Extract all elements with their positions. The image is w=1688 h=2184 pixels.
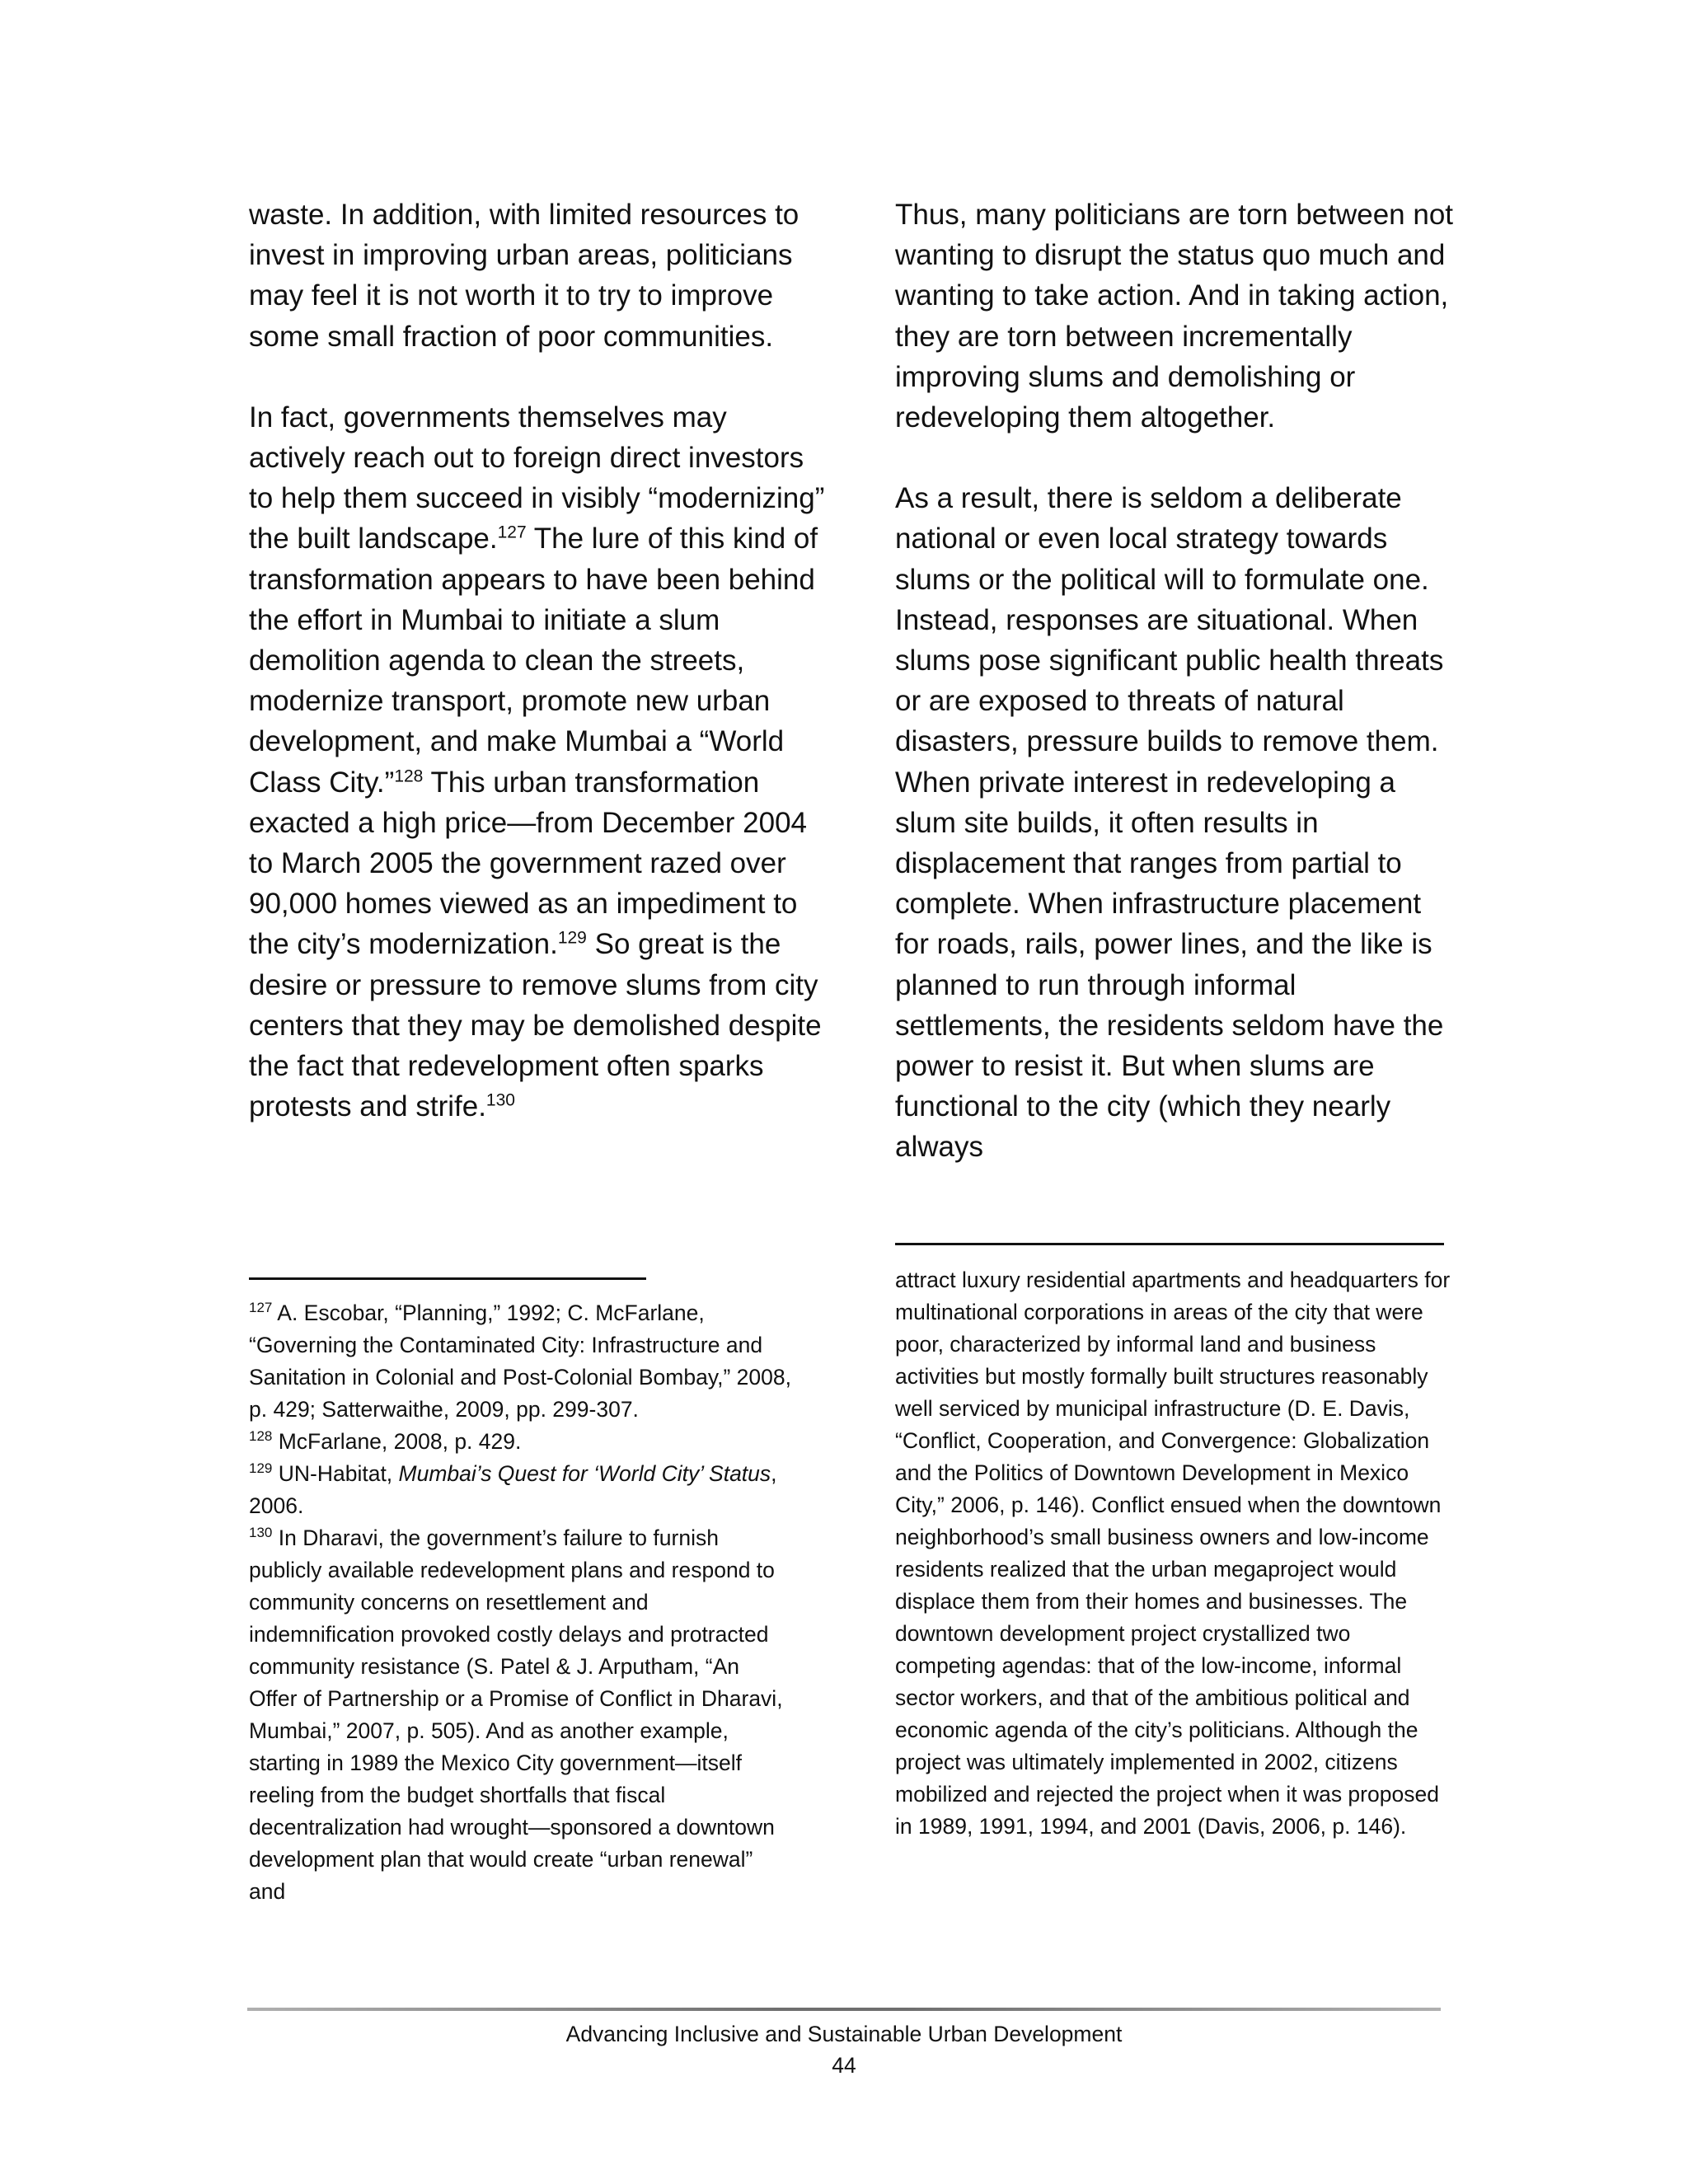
footnote-italic-title: Mumbai’s Quest for ‘World City’ Status xyxy=(398,1461,771,1486)
right-footnotes-body xyxy=(895,1264,1456,1843)
footnote-number: 130 xyxy=(249,1525,273,1541)
footnote-text: UN-Habitat, xyxy=(272,1461,399,1486)
footnote-128 xyxy=(249,1426,793,1458)
footnote-number: 128 xyxy=(249,1428,273,1445)
footnote-ref-129[interactable]: 129 xyxy=(557,928,587,948)
left-footnotes-body xyxy=(249,1297,793,1908)
footnote-130-continued: attract luxury residential apartments and headquarters for multinational corporations in areas of the city that were poor, characterized by informal land and business activities but mostly formally built structures reasonably well serviced by municipal infrastructure (D. E. Davis, “Conflict, Cooperation, and Convergence: Globalization and the Politics of Downtown Development in Mexico City,” 2006, p. 146). Conflict ensued when the downtown neighborhood’s small business owners and low-income residents realized that the urban megaproject would displace them from their homes and businesses. The downtown development project crystallized two competing agendas: that of the low-income, informal sector workers, and that of the ambitious political and economic agenda of the city’s politicians. Although the project was ultimately implemented in 2002, citizens mobilized and rejected the project when it was proposed in 1989, 1991, 1994, and 2001 (Davis, 2006, p. 146). xyxy=(895,1268,1451,1839)
left-paragraph-1-text: waste. In addition, with limited resources to invest in improving urban areas, politicians may feel it is not worth it to try to improve some small fraction of poor communities. xyxy=(249,199,799,353)
footnote-130 xyxy=(249,1522,793,1908)
footer-title: Advancing Inclusive and Sustainable Urban Development xyxy=(565,2022,1123,2046)
footnote-127 xyxy=(249,1297,793,1426)
left-paragraph-1 xyxy=(249,194,826,357)
right-paragraph-2: As a result, there is seldom a deliberate national or even local strategy towards slums or the political will to formulate one. Instead, responses are situational. When slums pose significant public health threats or are exposed to threats of natural disasters, pressure builds to remove them. When private interest in redeveloping a slum site builds, it often results in displacement that ranges from partial to complete. When infrastructure placement for roads, rails, power lines, and the like is planned to run through informal settlements, the residents seldom have the power to resist it. But when slums are functional to the city (which they nearly always xyxy=(895,482,1444,1164)
footer-rule xyxy=(247,2008,1441,2011)
page-number: 44 xyxy=(832,2053,856,2078)
footnote-ref-127[interactable]: 127 xyxy=(497,523,527,542)
left-column xyxy=(249,194,826,1167)
footnote-separator-left xyxy=(249,1277,646,1280)
footnote-text: McFarlane, 2008, p. 429. xyxy=(272,1429,522,1454)
footnote-number: 129 xyxy=(249,1460,273,1477)
footnote-129 xyxy=(249,1458,793,1522)
left-paragraph-2-text-c: This urban transformation exacted a high price—from December 2004 to March 2005 the government razed over 90,000 homes viewed as an impediment to the city’s modernization. xyxy=(249,766,808,961)
footnote-text: A. Escobar, “Planning,” 1992; C. McFarlane, “Governing the Contaminated City: Infrastructure and Sanitation in Colonial and Post-Colonial Bombay,” 2008, p. 429; Satterwaithe, 2009, pp. 299-307. xyxy=(249,1301,791,1422)
footnote-text: In Dharavi, the government’s failure to furnish publicly available redevelopment plans and respond to community concerns on resettlement and indemnification provoked costly delays and protracted community resistance (S. Patel & J. Arputham, “An Offer of Partnership or a Promise of Conflict in Dharavi, Mumbai,” 2007, p. 505). And as another example, starting in 1989 the Mexico City government—itself reeling from the budget shortfalls that fiscal decentralization had wrought—sponsored a downtown development plan that would create “urban renewal” and xyxy=(249,1526,783,1904)
right-paragraph-1: Thus, many politicians are torn between not wanting to disrupt the status quo much and wanting to take action. And in taking action, they are torn between incrementally improving slums and demolishing or redeveloping them altogether. xyxy=(895,199,1454,434)
right-column xyxy=(895,194,1456,1208)
footnote-ref-130[interactable]: 130 xyxy=(485,1090,515,1110)
footnote-text: , 2006. xyxy=(249,1461,777,1518)
footnote-number: 127 xyxy=(249,1300,273,1316)
left-paragraph-2 xyxy=(249,397,826,1127)
left-paragraph-2-text-b: The lure of this kind of transformation appears to have been behind the effort in Mumbai to initiate a slum demolition agenda to clean the streets, modernize transport, promote new urban development, and make Mumbai a “World Class City.” xyxy=(249,523,818,799)
footnote-separator-right xyxy=(895,1243,1444,1245)
footnote-ref-128[interactable]: 128 xyxy=(394,766,424,785)
left-paragraph-2-text-a: In fact, governments themselves may actively reach out to foreign direct investors to help them succeed in visibly “modernizing” the built landscape. xyxy=(249,401,825,555)
left-paragraph-2-text-d: So great is the desire or pressure to remove slums from city centers that they may be demolished despite the fact that redevelopment often sparks protests and strife. xyxy=(249,928,822,1123)
